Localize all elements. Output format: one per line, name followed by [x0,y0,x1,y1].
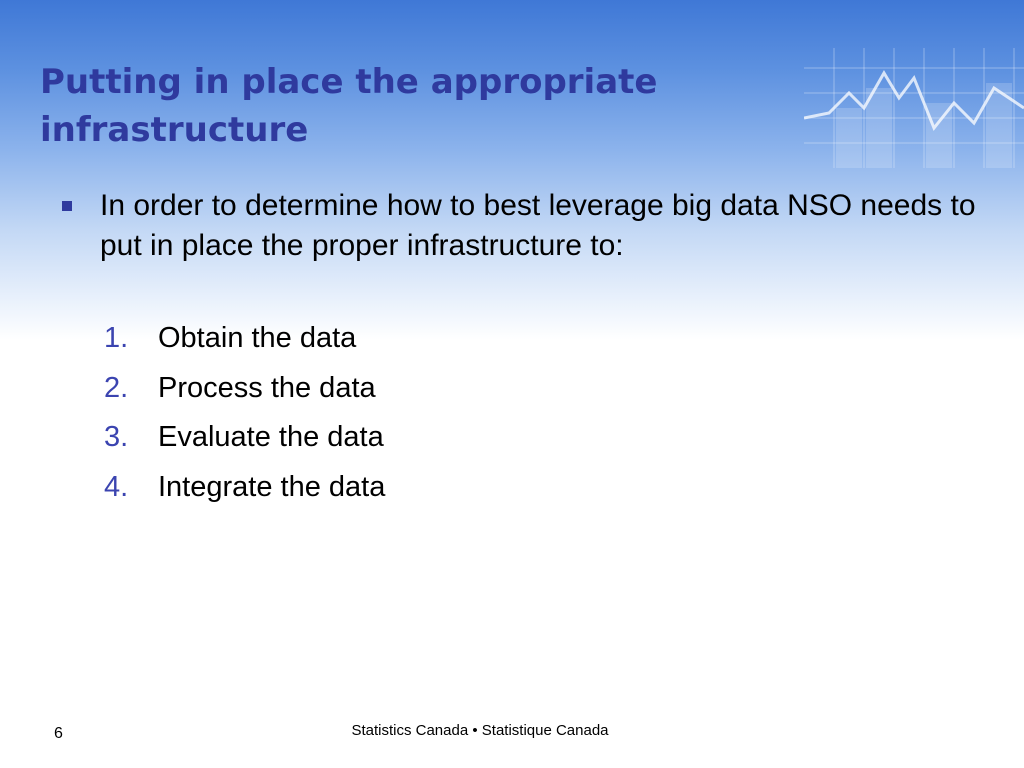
bullet-point [62,186,982,266]
list-item-text: Evaluate the data [158,421,384,453]
page-number: 6 [54,725,63,742]
chart-grid-decoration [804,48,1024,168]
list-item-text: Obtain the data [158,322,357,354]
bullet-text: In order to determine how to best leverage big data NSO needs to put in place the proper infrastructure to: [100,189,976,262]
slide-title: Putting in place the appropriate infrastructure [40,62,658,150]
list-item-number: 3. [104,421,129,453]
list-item-text: Process the data [158,371,376,404]
list-item-number: 2. [104,371,129,404]
list-item [104,318,385,368]
list-item-text: Integrate the data [158,470,386,503]
list-item [104,368,385,418]
square-bullet-icon [62,201,72,211]
list-item [104,467,385,517]
list-item-number: 4. [104,470,129,503]
list-item-number: 1. [104,322,129,354]
footer-text: Statistics Canada • Statistique Canada [351,722,609,739]
numbered-list [104,318,385,516]
list-item [104,417,385,467]
